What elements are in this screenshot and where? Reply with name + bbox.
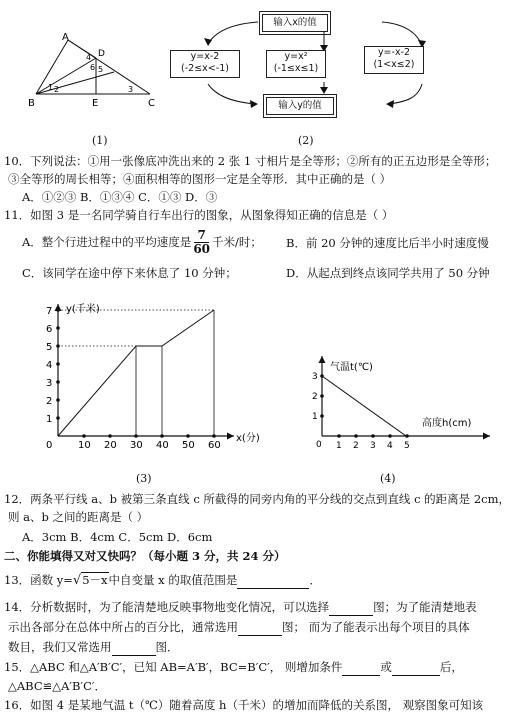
temperature-line <box>322 376 406 436</box>
y-tick-dot <box>320 414 324 418</box>
x-tick-dot <box>186 434 190 438</box>
q16-line1: 16．如图 4 是某地气温 t（℃）随着高度 h（千米）的增加而降低的关系图， 观察图象可知该 <box>4 698 484 712</box>
y-tick-label: 2 <box>312 392 318 402</box>
branch-1-range: (-2≤x<-1) <box>181 63 229 74</box>
x-tick-dot <box>405 434 409 438</box>
y-tick-label: 3 <box>46 378 53 389</box>
branch-3-formula: y=-x-2 <box>377 47 411 58</box>
q14-line3 <box>8 640 179 656</box>
flow-output-label: 输入y的值 <box>278 100 322 111</box>
q13-radicand: 5－x <box>82 573 108 587</box>
branch-1-formula: y=x-2 <box>190 51 220 62</box>
x-tick-dot <box>354 434 358 438</box>
flow-output-box <box>266 97 334 115</box>
x-tick-dot <box>82 434 86 438</box>
figure-4-caption: (4) <box>380 472 396 485</box>
label-e: E <box>92 98 99 109</box>
label-d: D <box>98 49 105 59</box>
angle-4: 4 <box>86 53 92 62</box>
q11-a-suffix: 千米/时； <box>212 235 262 249</box>
q11-stem: 11．如图 3 是一名同学骑自行车出行的图象，从图象得知正确的信息是（ ） <box>4 208 394 222</box>
angle-1: 1 <box>48 83 54 92</box>
q15-line2: △ABC≌△A′B′C′． <box>8 679 106 693</box>
q11-option-a <box>22 229 262 256</box>
angle-5: 5 <box>98 65 104 74</box>
q13: 13．函数 y=√5－x中自变量 x 的取值范围是 ． <box>4 573 321 588</box>
x-tick-label: 50 <box>182 440 195 451</box>
q10-line1: 10．下列说法：①用一张像底冲洗出来的 2 张 1 寸相片是全等形；②所有的正五边形是全等形； <box>4 154 497 168</box>
q14-blank-3[interactable] <box>112 640 156 656</box>
q14-line1 <box>4 600 477 616</box>
flow-branch-1 <box>170 50 240 78</box>
origin-label: 0 <box>316 440 322 450</box>
q15-blank-2[interactable] <box>392 660 440 676</box>
figure-3-caption: (3) <box>136 472 152 485</box>
y-tick-dot <box>56 326 60 330</box>
y-tick-dot <box>56 344 60 348</box>
y-tick-dot <box>320 374 324 378</box>
q14-blank-2[interactable] <box>238 620 282 636</box>
flow-input-label: 输入x的值 <box>273 17 317 28</box>
x-tick-label: 30 <box>130 440 143 451</box>
y-tick-label: 2 <box>46 396 53 407</box>
figure-3-chart <box>8 296 268 456</box>
q11-a-fraction <box>193 229 210 256</box>
q10-line2: ③全等形的周长相等；④面积相等的图形一定是全等形．其中正确的是（ ） <box>8 172 392 186</box>
q14-text-1b: 图；为了能清楚地表 <box>373 600 477 614</box>
flow-input-box <box>262 14 328 32</box>
q15-text-1c: 后， <box>439 660 463 674</box>
fraction-numerator: 7 <box>194 229 208 243</box>
angle-2: 2 <box>54 85 60 94</box>
q11-option-d: D．从起点到终点该同学共用了 50 分钟 <box>286 266 490 280</box>
q10-options: A．①②③ B．①③④ C．①③ D．③ <box>22 190 218 204</box>
x-tick-dot <box>371 434 375 438</box>
q14-line2 <box>8 620 470 636</box>
q14-text-1a: 14．分析数据时，为了能清楚地反映事物地变化情况，可以选择 <box>4 600 330 614</box>
x-tick-label: 1 <box>336 441 342 451</box>
x-tick-dot <box>337 434 341 438</box>
x-tick-label: 3 <box>370 441 376 451</box>
q14-text-3b: 图． <box>155 640 179 654</box>
q13-answer-blank[interactable] <box>237 573 309 589</box>
x-tick-label: 2 <box>353 441 359 451</box>
q15-text-1a: 15．△ABC 和△A′B′C′，已知 AB=A′B′，BC=B′C′， 则增加条件 <box>4 660 343 674</box>
q12-line2: 则 a、b 之间的距离是（ ） <box>8 510 149 524</box>
x-tick-dot <box>108 434 112 438</box>
y-tick-label: 6 <box>46 324 53 335</box>
y-tick-dot <box>56 416 60 420</box>
x-tick-label: 10 <box>78 440 91 451</box>
angle-6: 6 <box>90 63 96 72</box>
x-tick-dot <box>388 434 392 438</box>
q15-line1 <box>4 660 463 676</box>
x-tick-label: 5 <box>404 441 410 451</box>
x-tick-label: 20 <box>104 440 117 451</box>
label-a: A <box>62 32 69 43</box>
angle-3: 3 <box>128 85 134 94</box>
q13-middle: 中自变量 x 的取值范围是 <box>108 573 238 587</box>
q11-option-c: C．该同学在途中停下来休息了 10 分钟； <box>22 266 237 280</box>
label-c: C <box>148 98 155 109</box>
x-tick-label: 4 <box>387 441 393 451</box>
q11-a-prefix: A．整个行进过程中的平均速度是 <box>22 235 192 249</box>
y-axis-label: y(千米) <box>66 304 100 315</box>
y-tick-label: 3 <box>312 372 318 382</box>
y-tick-label: 4 <box>46 360 53 371</box>
branch-3-range: (1<x≤2) <box>373 59 415 70</box>
x-tick-dot <box>134 434 138 438</box>
q12-options: A．3cm B．4cm C．5cm D．6cm <box>22 530 213 544</box>
label-b: B <box>28 98 35 109</box>
x-tick-dot <box>160 434 164 438</box>
flow-branch-3 <box>364 46 424 74</box>
x-axis-label: x(分) <box>236 433 260 444</box>
q12-line1: 12．两条平行线 a、b 被第三条直线 c 所截得的同旁内角的平分线的交点到直线 c 的距离是 2cm， <box>4 492 510 506</box>
q13-end: ． <box>309 573 321 587</box>
q11-option-b: B．前 20 分钟的速度比后半小时速度慢 <box>286 236 489 250</box>
q15-text-1b: 或 <box>380 660 392 674</box>
figure-4-chart <box>300 352 500 452</box>
segment-ad <box>68 40 96 58</box>
q14-text-2a: 示出各部分在总体中所占的百分比，通常选用 <box>8 620 238 634</box>
fraction-denominator: 60 <box>193 242 211 256</box>
figure-1-caption: (1) <box>92 134 108 147</box>
origin-label: 0 <box>46 440 53 451</box>
x-tick-label: 60 <box>208 440 221 451</box>
x-tick-dot <box>212 434 216 438</box>
figure-2-caption: (2) <box>298 134 314 147</box>
q15-blank-1[interactable] <box>342 660 380 676</box>
y-axis-label: 气温t(℃) <box>330 362 373 373</box>
section-2-heading: 二、你能填得又对又快吗？（每小题 3 分，共 24 分） <box>4 549 286 563</box>
figure-1-triangle <box>28 32 160 112</box>
branch-2-formula: y=x² <box>284 51 308 62</box>
y-tick-dot <box>320 394 324 398</box>
y-tick-label: 7 <box>46 306 53 317</box>
q14-blank-1[interactable] <box>329 600 373 616</box>
y-tick-dot <box>56 362 60 366</box>
y-tick-label: 5 <box>46 342 53 353</box>
q14-text-2b: 图； 而为了能表示出每个项目的具体 <box>282 620 470 634</box>
x-axis-label: 高度h(cm) <box>422 418 472 429</box>
y-tick-label: 1 <box>46 414 53 425</box>
flow-branch-2 <box>266 50 326 78</box>
y-tick-dot <box>56 398 60 402</box>
segment-bd <box>36 58 96 94</box>
q13-prefix: 13．函数 y= <box>4 573 73 587</box>
y-tick-dot <box>56 308 60 312</box>
x-tick-label: 40 <box>156 440 169 451</box>
y-tick-dot <box>56 380 60 384</box>
y-tick-label: 1 <box>312 412 318 422</box>
branch-2-range: (-1≤x≤1) <box>273 63 319 74</box>
q14-text-3a: 数目，我们又常选用 <box>8 640 112 654</box>
